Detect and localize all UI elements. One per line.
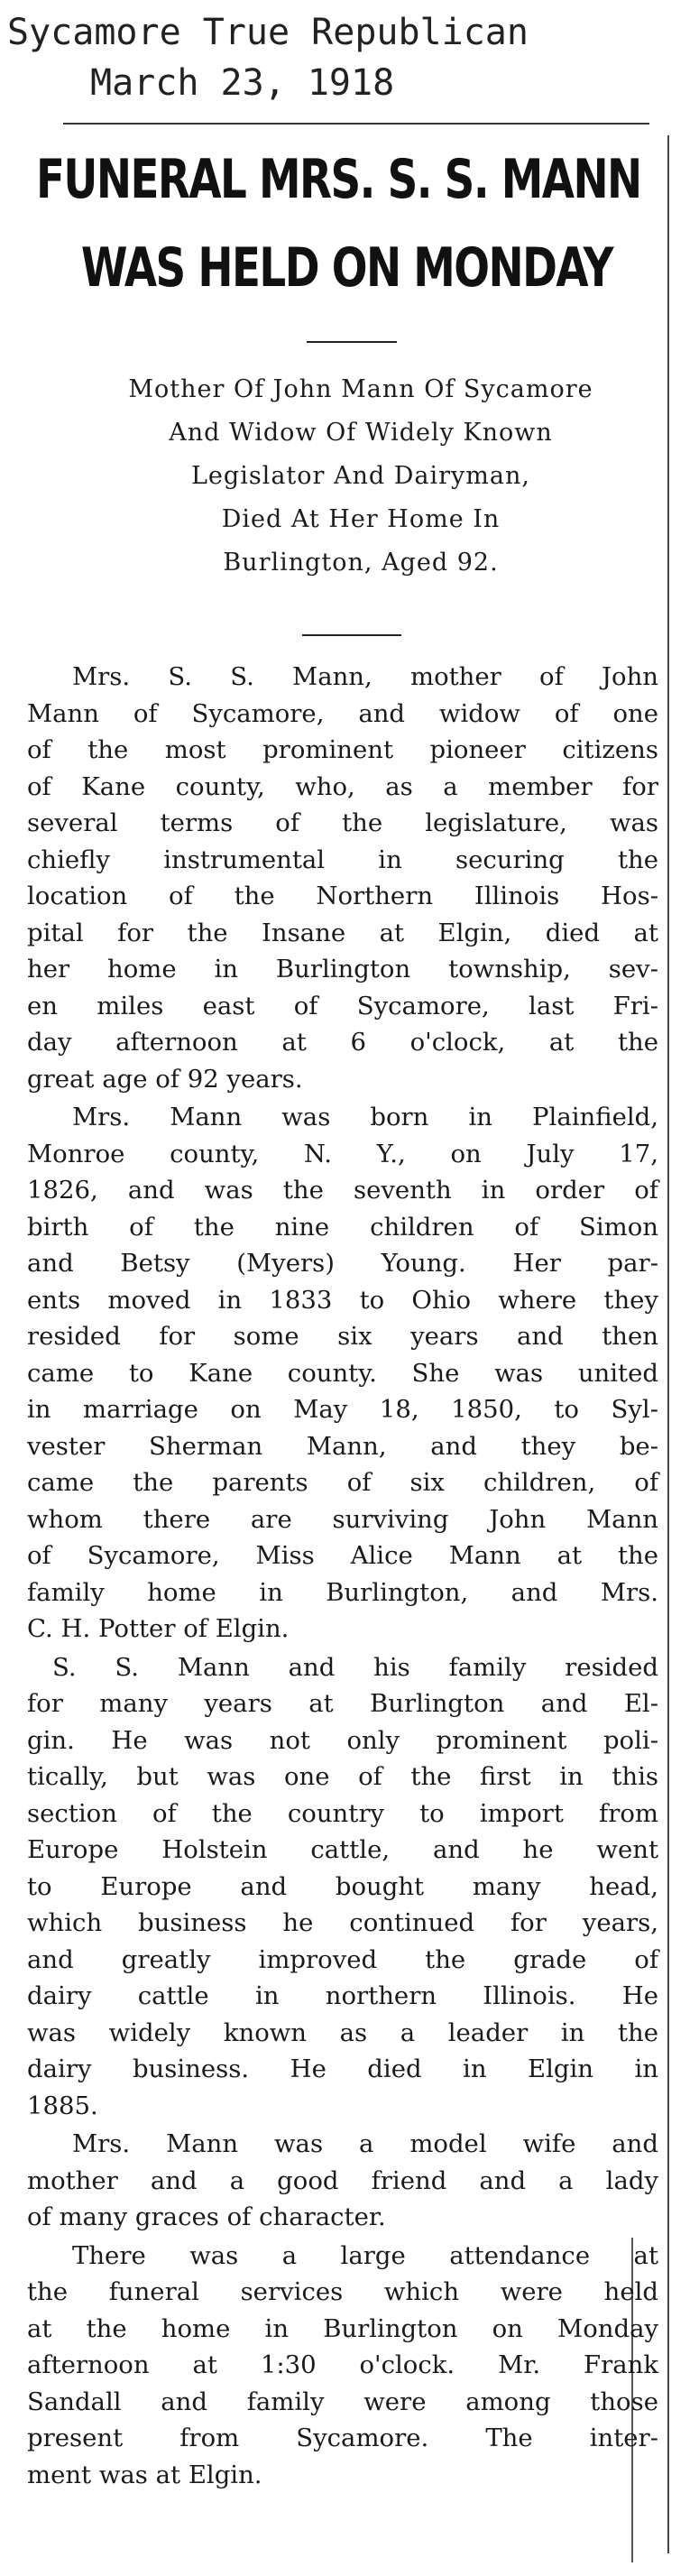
subhead-line: And Widow Of Widely Known xyxy=(169,419,553,447)
text-line: her home in Burlington township, sev- xyxy=(27,955,658,983)
text-line: several terms of the legislature, was xyxy=(27,808,658,837)
text-line: came to Kane county. She was united xyxy=(27,1358,658,1388)
paragraph-2 xyxy=(27,1099,658,1648)
text-line: S. S. Mann and his family resided xyxy=(52,1652,658,1682)
text-line: dairy business. He died in Elgin in xyxy=(27,2054,658,2083)
column-rule xyxy=(667,135,669,2553)
text-line: Monroe county, N. Y., on July 17, xyxy=(27,1139,658,1168)
text-line: Mrs. Mann was a model wife and xyxy=(72,2129,658,2158)
text-line: Mann of Sycamore, and widow of one xyxy=(27,698,658,728)
text-line: which business he continued for years, xyxy=(27,1908,658,1937)
subhead-line: Burlington, Aged 92. xyxy=(223,549,499,577)
text-line: 1826, and was the seventh in order of xyxy=(27,1176,658,1205)
text-line: tically, but was one of the first in this xyxy=(27,1762,658,1791)
text-line: gin. He was not only prominent poli- xyxy=(27,1725,658,1755)
text-line: dairy cattle in northern Illinois. He xyxy=(27,1981,658,2010)
text-line: resided for some six years and then xyxy=(27,1322,658,1351)
subheadline xyxy=(63,368,658,585)
text-line: mother and a good friend and a lady xyxy=(27,2165,658,2195)
text-line: ents moved in 1833 to Ohio where they xyxy=(27,1285,658,1315)
text-line: en miles east of Sycamore, last Fri- xyxy=(27,991,658,1020)
paragraph-5 xyxy=(27,2238,658,2494)
text-line: to Europe and bought many head, xyxy=(27,1871,658,1901)
text-line: was widely known as a leader in the xyxy=(27,2017,658,2047)
headline-line-2: WAS HELD ON MONDAY xyxy=(80,236,612,300)
text-line: vester Sherman Mann, and they be- xyxy=(27,1431,658,1461)
text-line: Mrs. S. S. Mann, mother of John xyxy=(72,662,658,691)
text-line: afternoon at 1:30 o'clock. Mr. Frank xyxy=(27,2350,658,2379)
text-line: birth of the nine children of Simon xyxy=(27,1212,658,1242)
text-line: section of the country to import from xyxy=(27,1798,658,1828)
text-line: came the parents of six children, of xyxy=(27,1468,658,1497)
text-line: and greatly improved the grade of xyxy=(27,1944,658,1974)
article-body xyxy=(27,659,658,2495)
subhead-line: Legislator And Dairyman, xyxy=(191,462,530,490)
text-line: the funeral services which were held xyxy=(27,2277,658,2306)
text-line: of Sycamore, Miss Alice Mann at the xyxy=(27,1541,658,1570)
text-line: and Betsy (Myers) Young. Her par- xyxy=(27,1249,658,1278)
text-line: day afternoon at 6 o'clock, at the xyxy=(27,1028,658,1057)
subhead-line: Mother Of John Mann Of Sycamore xyxy=(128,375,593,403)
text-line: pital for the Insane at Elgin, died at xyxy=(27,918,658,947)
text-line: of the most prominent pioneer citizens xyxy=(27,735,658,764)
text-line: at the home in Burlington on Monday xyxy=(27,2313,658,2343)
text-line: There was a large attendance at xyxy=(72,2240,658,2270)
paragraph-3 xyxy=(27,1649,658,2125)
text-line: in marriage on May 18, 1850, to Syl- xyxy=(27,1395,658,1424)
paragraph-4 xyxy=(27,2126,658,2236)
text-line: Sandall and family were among those xyxy=(27,2387,658,2416)
text-line: chiefly instrumental in securing the xyxy=(27,845,658,874)
paragraph-1 xyxy=(27,659,658,1097)
text-line: of Kane county, who, as a member for xyxy=(27,771,658,801)
text-line: ment was at Elgin. xyxy=(27,2460,262,2489)
headline xyxy=(36,135,641,312)
newspaper-name: Sycamore True Republican xyxy=(7,12,529,53)
subhead-divider xyxy=(302,634,401,636)
text-line: location of the Northern Illinois Hos- xyxy=(27,882,658,910)
text-line: present from Sycamore. The inter- xyxy=(27,2424,658,2452)
clipping-header xyxy=(7,7,693,108)
text-line: 1885. xyxy=(27,2091,98,2120)
text-line: of many graces of character. xyxy=(27,2202,386,2231)
headline-line-1: FUNERAL MRS. S. S. MANN xyxy=(36,148,641,211)
header-divider xyxy=(63,123,649,125)
headline-divider xyxy=(307,341,397,343)
subhead-line: Died At Her Home In xyxy=(221,505,501,533)
publication-date: March 23, 1918 xyxy=(90,62,395,104)
text-line: great age of 92 years. xyxy=(27,1064,303,1094)
text-line: Europe Holstein cattle, and he went xyxy=(27,1835,658,1864)
text-line: whom there are surviving John Mann xyxy=(27,1504,658,1534)
text-line: Mrs. Mann was born in Plainfield, xyxy=(72,1103,658,1131)
text-line: family home in Burlington, and Mrs. xyxy=(27,1577,658,1607)
text-line: C. H. Potter of Elgin. xyxy=(27,1614,290,1643)
text-line: for many years at Burlington and El- xyxy=(27,1689,658,1718)
